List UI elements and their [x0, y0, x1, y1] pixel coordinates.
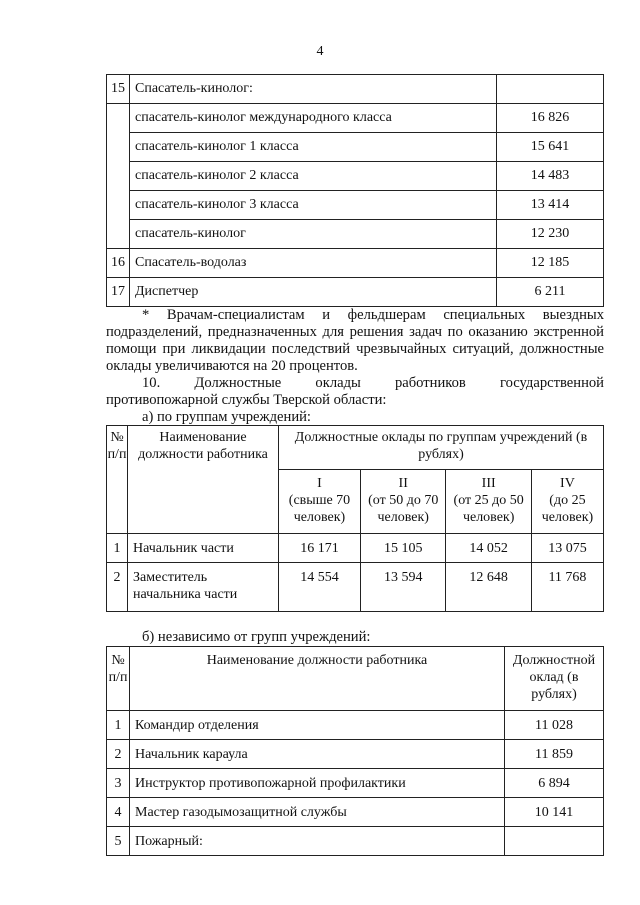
salary-value: 12 230 — [497, 220, 604, 249]
group-header — [360, 470, 445, 534]
table-row — [107, 278, 604, 307]
row-number: 15 — [107, 75, 130, 104]
table-row — [107, 827, 604, 856]
table-row — [107, 534, 604, 563]
row-number: 1 — [107, 711, 130, 740]
table-header-row — [107, 426, 604, 470]
position-name: Начальник части — [128, 534, 279, 563]
row-number — [107, 220, 130, 249]
row-number: 3 — [107, 769, 130, 798]
salary-value — [497, 75, 604, 104]
salary-value: 16 171 — [279, 534, 361, 563]
position-name: Спасатель-водолаз — [130, 249, 497, 278]
position-salary-table — [106, 646, 604, 856]
salary-value: 13 594 — [360, 563, 445, 612]
salary-value: 15 641 — [497, 133, 604, 162]
table-row — [107, 769, 604, 798]
group-roman: III — [481, 476, 496, 491]
position-name: Пожарный: — [130, 827, 505, 856]
row-number: 1 — [107, 534, 128, 563]
salary-value: 13 075 — [531, 534, 603, 563]
row-number: 5 — [107, 827, 130, 856]
salary-value: 11 768 — [531, 563, 603, 612]
position-name: спасатель-кинолог 1 класса — [130, 133, 497, 162]
table-row — [107, 191, 604, 220]
position-name: Начальник караула — [130, 740, 505, 769]
group-desc: (свыше 70 человек) — [288, 493, 351, 525]
salary-value: 11 859 — [505, 740, 604, 769]
footnote: * Врачам-специалистам и фельдшерам специальных выездных подразделений, предназначенных для решения задач по оказанию экстренной помощи при ликвидации последствий чрезвычайных ситуаций, должностные оклады увеличиваются на 20 процентов. — [106, 307, 604, 374]
salary-value: 14 554 — [279, 563, 361, 612]
subsection-b: б) независимо от групп учреждений: — [142, 629, 371, 645]
row-number — [107, 162, 130, 191]
row-number: 16 — [107, 249, 130, 278]
position-name: Мастер газодымозащитной службы — [130, 798, 505, 827]
salary-value: 11 028 — [505, 711, 604, 740]
header-position: Наименование должности работника — [130, 647, 505, 711]
group-desc: (до 25 человек) — [541, 493, 594, 525]
position-name: Командир отделения — [130, 711, 505, 740]
group-salary-table — [106, 425, 604, 612]
header-salary: Должностной оклад (в рублях) — [505, 647, 604, 711]
row-number: 2 — [107, 740, 130, 769]
position-name: Инструктор противопожарной профилактики — [130, 769, 505, 798]
salary-value: 6 211 — [497, 278, 604, 307]
group-roman: IV — [560, 476, 575, 491]
position-name: Спасатель-кинолог: — [130, 75, 497, 104]
group-roman: I — [317, 476, 322, 491]
subsection-a: а) по группам учреждений: — [142, 409, 311, 425]
table-row — [107, 249, 604, 278]
row-number — [107, 104, 130, 133]
salary-value: 15 105 — [360, 534, 445, 563]
table-header-row — [107, 647, 604, 711]
group-roman: II — [398, 476, 408, 491]
table-row — [107, 798, 604, 827]
table-row — [107, 162, 604, 191]
table-row — [107, 711, 604, 740]
table-row — [107, 133, 604, 162]
position-name: спасатель-кинолог 3 класса — [130, 191, 497, 220]
group-header — [531, 470, 603, 534]
salary-value: 12 648 — [446, 563, 531, 612]
group-desc: (от 25 до 50 человек) — [453, 493, 524, 525]
salary-value: 10 141 — [505, 798, 604, 827]
table-row — [107, 104, 604, 133]
row-number — [107, 191, 130, 220]
header-position: Наименование должности работника — [128, 426, 279, 534]
row-number: 4 — [107, 798, 130, 827]
header-number: № п/п — [107, 426, 128, 534]
position-name: Диспетчер — [130, 278, 497, 307]
row-number: 17 — [107, 278, 130, 307]
table-row — [107, 75, 604, 104]
salary-value: 14 052 — [446, 534, 531, 563]
salary-value: 13 414 — [497, 191, 604, 220]
rescuer-salary-table — [106, 74, 604, 307]
row-number: 2 — [107, 563, 128, 612]
position-name: спасатель-кинолог международного класса — [130, 104, 497, 133]
salary-value: 12 185 — [497, 249, 604, 278]
table-row — [107, 740, 604, 769]
salary-value: 14 483 — [497, 162, 604, 191]
section-10-line2: противопожарной службы Тверской области: — [106, 392, 387, 408]
page-number: 4 — [316, 44, 324, 59]
group-desc: (от 50 до 70 человек) — [368, 493, 439, 525]
header-number: № п/п — [107, 647, 130, 711]
salary-value: 16 826 — [497, 104, 604, 133]
table-row — [107, 563, 604, 612]
position-name: Заместитель начальника части — [128, 563, 279, 612]
group-header — [446, 470, 531, 534]
position-name: спасатель-кинолог 2 класса — [130, 162, 497, 191]
position-name: спасатель-кинолог — [130, 220, 497, 249]
table-row — [107, 220, 604, 249]
salary-value — [505, 827, 604, 856]
header-groups: Должностные оклады по группам учреждений (в рублях) — [279, 426, 604, 470]
group-header — [279, 470, 361, 534]
salary-value: 6 894 — [505, 769, 604, 798]
section-10-line1: 10. Должностные оклады работников государственной — [142, 375, 604, 391]
row-number — [107, 133, 130, 162]
